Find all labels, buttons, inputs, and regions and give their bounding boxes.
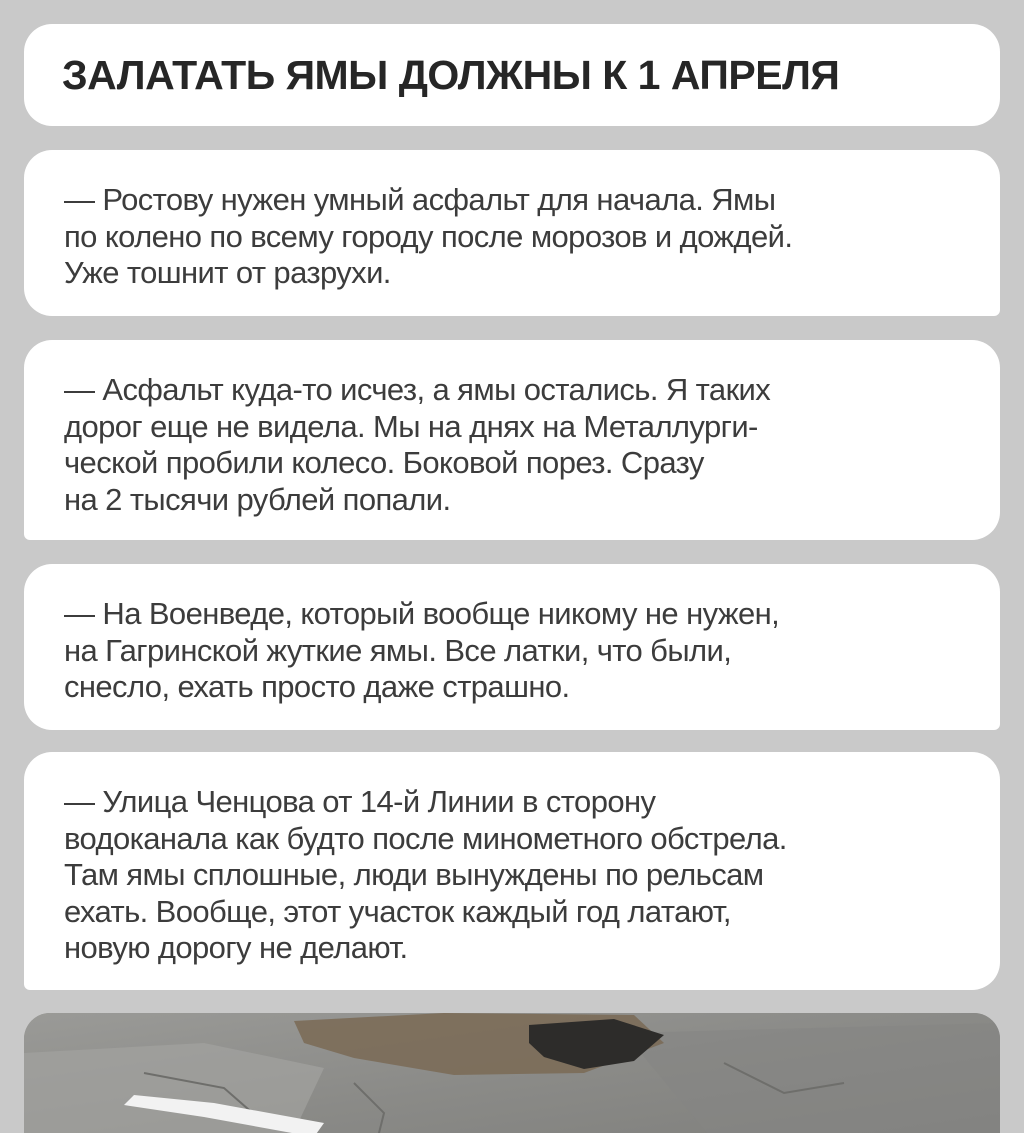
quote-line: водоканала как будто после минометного обстрела. [64,820,787,856]
quote-line: — Улица Ченцова от 14-й Линии в сторону [64,784,656,819]
quote-line: — Ростову нужен умный асфальт для начала. Ямы [64,182,776,217]
pothole-image [24,1013,1000,1133]
road-pothole-photo [24,1013,1000,1133]
quote-line: на Гагринской жуткие ямы. Все латки, что были, [64,632,732,668]
quote-line: Уже тошнит от разрухи. [64,255,391,290]
quote-line: Там ямы сплошные, люди вынуждены по рельсам [64,857,764,892]
quote-bubble-4 [24,752,1000,990]
quote-bubble-3 [24,564,1000,730]
quote-line: по колено по всему городу после морозов и дождей. [64,218,793,254]
quote-text-1 [64,182,960,292]
quote-text-3 [64,596,960,706]
title-card [24,24,1000,126]
page-title: ЗАЛАТАТЬ ЯМЫ ДОЛЖНЫ К 1 АПРЕЛЯ [62,51,840,98]
quote-line: ехать. Вообще, этот участок каждый год латают, [64,893,731,929]
quote-line: — Асфальт куда-то исчез, а ямы остались. Я таких [64,372,771,407]
quote-text-2 [64,372,960,518]
quote-line: на 2 тысячи рублей попали. [64,481,451,517]
quote-bubble-2 [24,340,1000,540]
quote-text-4 [64,784,960,967]
quote-line: снесло, ехать просто даже страшно. [64,669,570,704]
quote-line: новую дорогу не делают. [64,930,408,965]
quote-bubble-1 [24,150,1000,316]
quote-line: дорог еще не видела. Мы на днях на Металлурги- [64,408,758,444]
quote-line: ческой пробили колесо. Боковой порез. Сразу [64,445,704,480]
quote-line: — На Военведе, который вообще никому не нужен, [64,596,780,631]
